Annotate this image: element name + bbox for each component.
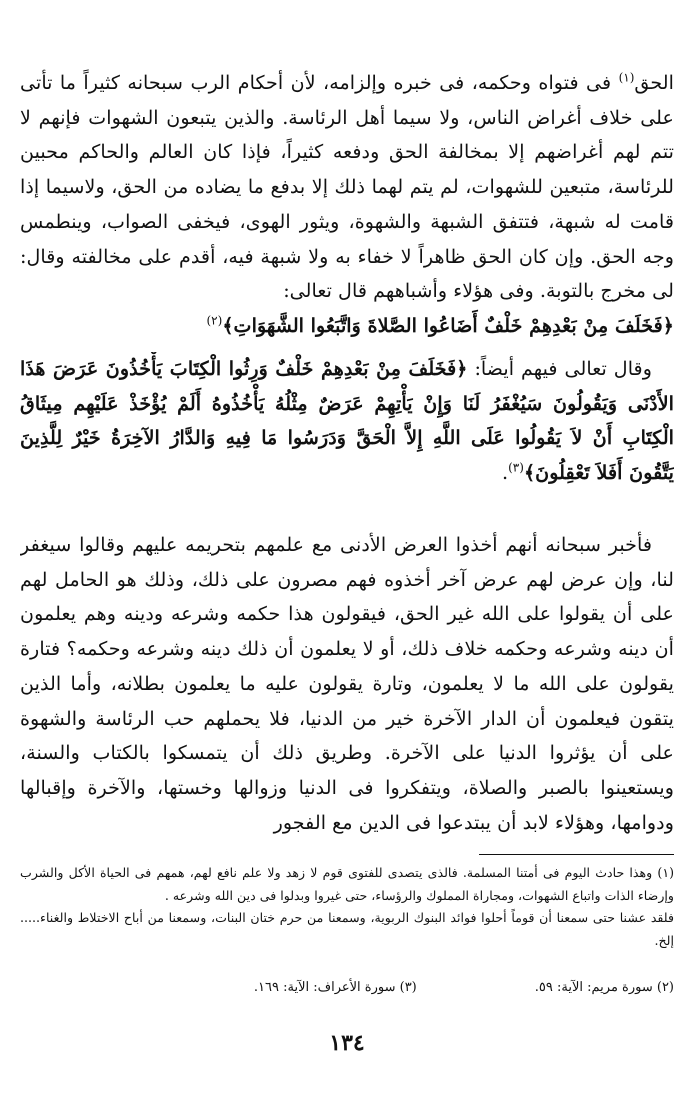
paragraph-2-end: . [502,461,509,485]
footnote-mark-3: (٣) [508,460,524,475]
footnote-3: (٣) سورة الأعراف: الآية: ١٦٩. [253,980,417,995]
footnote-1-continued: فلقد عشنا حتى سمعنا أن قوماً أحلوا فوائد البنوك الربوية، وسمعنا من حرم ختان البنات، وسمعنا من أباح الاختلاط والغناء..... إلخ. [20,910,674,948]
footnote-divider [479,854,674,855]
paragraph-1-lead: الحق [634,71,674,94]
book-page [20,66,674,1106]
footnote-references [20,980,674,995]
footnote-mark-2: (٢) [206,313,223,328]
footnote-mark-1: (١) [618,70,635,85]
paragraph-1 [20,66,674,346]
quran-verse-maryam: ﴿فَخَلَفَ مِنْ بَعْدِهِمْ خَلْفٌ أَضَاعُوا الصَّلاةَ وَاتَّبَعُوا الشَّهَوَاتِ﴾ [222,313,674,337]
quran-verse-araf: ﴿فَخَلَفَ مِنْ بَعْدِهِمْ خَلْفٌ وَرِثُوا الْكِتَابَ يَأْخُذُونَ عَرَضَ هَذَا الأَدْنَى وَيَقُولُونَ سَيُغْفَرُ لَنَا وَإِنْ يَأْتِهِمْ عَرَضٌ مِثْلُهُ يَأْخُذُوهُ أَلَمْ يُؤْخَذْ عَلَيْهِم مِيثَاقُ الْكِتَابِ أَنْ لاَ يَقُولُوا عَلَى اللَّهِ إِلاَّ الْحَقَّ وَدَرَسُوا مَا فِيهِ وَالدَّارُ الآخِرَةُ خَيْرٌ لِلَّذِينَ يَتَّقُونَ أَفَلاَ تَعْقِلُونَ﴾ [20,357,674,485]
paragraph-1-text: فى فتواه وحكمه، فى خبره وإلزامه، لأن أحكام الرب سبحانه كثيراً ما تأتى على خلاف أغراض الناس، ولا سيما أهل الرئاسة. والذين يتبعون الشهوات فإنهم لا تتم لهم أغراضهم إلا بمخالفة الحق ودفعه كثيراً، فإذا كان العالم والحاكم محبين للرئاسة، متبعين للشهوات، لم يتم لهما ذلك إلا بدفع ما يضاده من الحق، ولاسيما إذا قامت له شبهة، فتتفق الشبهة والشهوة، ويثور الهوى، فيخفى الصواب، وينطمس وجه الحق. وإن كان الحق ظاهراً لا خفاء به ولا شبهة فيه، أقدم على مخالفته وقال: لى مخرج بالتوبة. وفى هؤلاء وأشباههم قال تعالى: [20,71,674,303]
paragraph-3: فأخبر سبحانه أنهم أخذوا العرض الأدنى مع علمهم بتحريمه عليهم وقالوا سيغفر لنا، وإن عرض لهم عرض آخر أخذوه فهم مصرون على ذلك، وذلك هو الحامل لهم على أن يقولوا على الله غير الحق، فيقولون هذا حكمه وشرعه ودينه وهم يعلمون أن دينه وشرعه وحكمه خلاف ذلك، أو لا يعلمون أن ذلك دينه وشرعه وحكمه؟ فتارة يقولون على الله ما لا يعلمون، وتارة يقولون عليه ما يعلمون بطلانه، وأما الذين يتقون فيعلمون أن الدار الآخرة خير من الدنيا، فلا يحملهم حب الرئاسة والشهوة على أن يؤثروا الدنيا على الآخرة. وطريق ذلك أن يتمسكوا بالكتاب والسنة، ويستعينوا بالصبر والصلاة، ويتفكروا فى الدنيا وزوالها وخستها، والآخرة وإقبالها ودوامها، وهؤلاء لابد أن يبتدعوا فى الدين مع الفجور [20,533,674,834]
footnote-2: (٢) سورة مريم: الآية: ٥٩. [534,980,674,995]
paragraph-2-intro: وقال تعالى فيهم أيضاً: [467,357,652,380]
footnote-1: (١) وهذا حادث اليوم فى أمتنا المسلمة. فالذى يتصدى للفتوى قوم لا زهد ولا علم نافع لهم، همهم فى الحياة الأكل والشرب وإرضاء الذات واتباع الشهوات، ومجاراة المملوك والرؤساء، حتى غيروا وبدلوا فى دين الله وشرعه . [20,865,674,903]
footnotes [20,862,674,952]
paragraph-2 [20,352,674,520]
page-number: ١٣٤ [329,1030,365,1056]
